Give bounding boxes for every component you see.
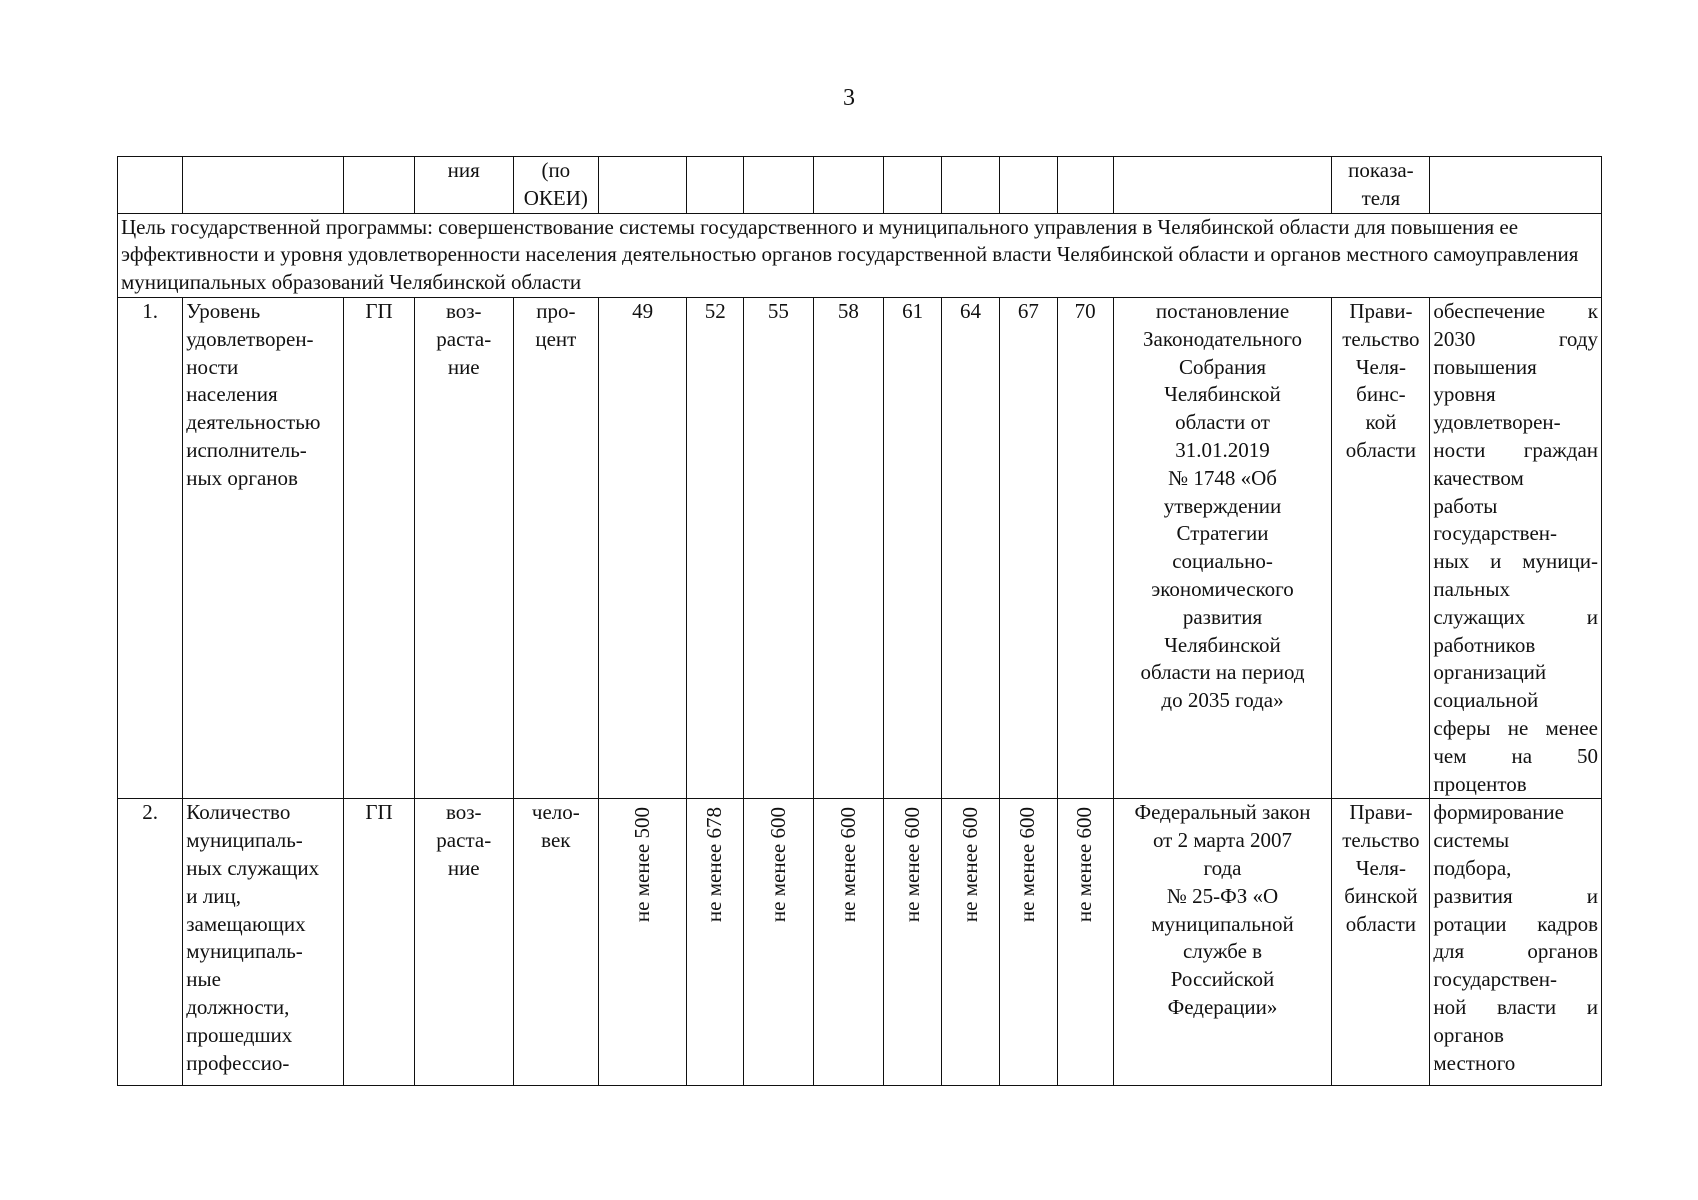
text-line: качеством: [1433, 465, 1524, 490]
text-line: сферы не менее: [1433, 715, 1598, 740]
value-cell: [884, 799, 942, 1086]
text-line: цент: [535, 326, 577, 351]
value-text: не менее 678: [702, 807, 727, 923]
text-line: Российской: [1170, 967, 1275, 992]
value-text: не менее 600: [835, 807, 860, 923]
value-cell: [999, 799, 1057, 1086]
text-line: профессио-: [186, 1050, 290, 1075]
expected-result: [1430, 297, 1602, 798]
value-cell: 64: [942, 297, 1000, 798]
indicator-unit: [513, 799, 598, 1086]
text-line: век: [541, 828, 571, 853]
header-cell-responsible: показа-теля: [1332, 157, 1430, 214]
text-line: исполнитель-: [186, 437, 307, 462]
text-line: ности граждан: [1433, 437, 1598, 462]
value-text: не менее 500: [629, 807, 654, 923]
value-cell: 55: [744, 297, 813, 798]
value-cell: 58: [813, 297, 884, 798]
text-line: социально-: [1172, 549, 1273, 574]
text-line: Челябинской: [1164, 632, 1281, 657]
text-line: области: [1345, 911, 1416, 936]
text-line: развития: [1182, 604, 1263, 629]
text-line: ных органов: [186, 465, 298, 490]
text-line: чело-: [531, 800, 580, 825]
row-number: 2.: [118, 799, 183, 1086]
text-line: для органов: [1433, 939, 1598, 964]
value-text: не менее 600: [899, 807, 924, 923]
value-cell: 70: [1057, 297, 1113, 798]
indicators-table: [117, 156, 1602, 1086]
text-line: утверждении: [1163, 493, 1282, 518]
text-line: кой: [1365, 410, 1397, 435]
row-number: 1.: [118, 297, 183, 798]
text-line: процентов: [1433, 771, 1527, 796]
text-line: чем на 50: [1433, 743, 1598, 768]
text-line: 2030 году: [1433, 326, 1598, 351]
text-line: Федерации»: [1167, 994, 1278, 1019]
text-line: муниципаль-: [186, 939, 303, 964]
value-cell: 49: [598, 297, 686, 798]
program-goal-text: Цель государственной программы: совершенствование системы государственного и муниципального управления в Челябинской области для повышения ее эффективности и уровня удовлетворенности населения деятельностью органов государственной власти Челябинской области и органов местного самоуправления муниципальных образований Челябинской области: [118, 213, 1602, 297]
text-line: от 2 марта 2007: [1152, 828, 1293, 853]
header-cell-direction: ния: [414, 157, 513, 214]
indicator-direction: [414, 799, 513, 1086]
text-line: замещающих: [186, 911, 306, 936]
text-line: прошедших: [186, 1022, 293, 1047]
text-line: удовлетворен-: [186, 326, 314, 351]
text-line: раста-: [436, 828, 492, 853]
text-line: Количество: [186, 800, 291, 825]
text-line: органов: [1433, 1022, 1504, 1047]
text-line: Прави-: [1349, 298, 1413, 323]
text-line: Челя-: [1355, 855, 1406, 880]
legal-document: [1113, 297, 1332, 798]
text-line: № 1748 «Об: [1168, 465, 1277, 490]
indicator-direction: [414, 297, 513, 798]
text-line: службе в: [1182, 939, 1263, 964]
text-line: удовлетворен-: [1433, 410, 1561, 435]
table-row: [118, 799, 1602, 1086]
text-line: Стратегии: [1176, 521, 1269, 546]
indicator-name: [183, 297, 344, 798]
indicator-name: [183, 799, 344, 1086]
value-cell: [1057, 799, 1113, 1086]
page-number: 3: [843, 85, 855, 111]
value-text: не менее 600: [1072, 807, 1097, 923]
text-line: Челябинской: [1164, 382, 1281, 407]
text-line: организаций: [1433, 660, 1547, 685]
header-continuation-row: [118, 157, 1602, 214]
text-line: ние: [447, 855, 480, 880]
text-line: постановление: [1155, 298, 1290, 323]
text-line: Прави-: [1349, 800, 1413, 825]
text-line: государствен-: [1433, 521, 1558, 546]
text-line: ной власти и: [1433, 994, 1598, 1019]
legal-document: [1113, 799, 1332, 1086]
indicator-type: ГП: [344, 799, 415, 1086]
text-line: области на период: [1140, 660, 1305, 685]
text-line: должности,: [186, 994, 290, 1019]
value-cell: [598, 799, 686, 1086]
text-line: работников: [1433, 632, 1536, 657]
text-line: ние: [447, 354, 480, 379]
indicator-unit: [513, 297, 598, 798]
text-line: пальных: [1433, 576, 1510, 601]
text-line: Федеральный закон: [1134, 800, 1311, 825]
value-cell: [813, 799, 884, 1086]
text-line: ности: [186, 354, 239, 379]
text-line: экономического: [1151, 576, 1294, 601]
value-cell: [942, 799, 1000, 1086]
text-line: муниципаль-: [186, 828, 303, 853]
text-line: Челя-: [1355, 354, 1406, 379]
value-cell: [687, 799, 744, 1086]
text-line: бинской: [1344, 883, 1418, 908]
header-cell-unit: (по ОКЕИ): [513, 157, 598, 214]
text-line: подбора,: [1433, 855, 1512, 880]
text-line: ных и муници-: [1433, 549, 1598, 574]
text-line: системы: [1433, 828, 1510, 853]
text-line: государствен-: [1433, 967, 1558, 992]
table-row: [118, 297, 1602, 798]
indicator-type: ГП: [344, 297, 415, 798]
text-line: области: [1345, 437, 1416, 462]
text-line: служащих и: [1433, 604, 1598, 629]
value-cell: 52: [687, 297, 744, 798]
text-line: ротации кадров: [1433, 911, 1598, 936]
text-line: формирование: [1433, 800, 1564, 825]
text-line: воз-: [445, 298, 482, 323]
text-line: Собрания: [1178, 354, 1267, 379]
text-line: населения: [186, 382, 278, 407]
text-line: ных служащих: [186, 855, 320, 880]
value-text: не менее 600: [765, 807, 790, 923]
text-line: бинс-: [1356, 382, 1406, 407]
goal-row: [118, 213, 1602, 297]
text-line: развития и: [1433, 883, 1598, 908]
text-line: муниципальной: [1151, 911, 1294, 936]
responsible-body: [1332, 297, 1430, 798]
text-line: раста-: [436, 326, 492, 351]
value-text: не менее 600: [957, 807, 982, 923]
text-line: социальной: [1433, 688, 1539, 713]
text-line: уровня: [1433, 382, 1496, 407]
expected-result: [1430, 799, 1602, 1086]
value-cell: [744, 799, 813, 1086]
text-line: повышения: [1433, 354, 1537, 379]
text-line: обеспечение к: [1433, 298, 1598, 323]
text-line: до 2035 года»: [1161, 688, 1284, 713]
text-line: тельство: [1342, 326, 1420, 351]
text-line: про-: [536, 298, 576, 323]
responsible-body: [1332, 799, 1430, 1086]
text-line: работы: [1433, 493, 1498, 518]
text-line: № 25-ФЗ «О: [1166, 883, 1279, 908]
text-line: года: [1203, 855, 1242, 880]
text-line: Уровень: [186, 298, 261, 323]
text-line: 31.01.2019: [1175, 437, 1270, 462]
value-text: не менее 600: [1015, 807, 1040, 923]
text-line: области от: [1175, 410, 1270, 435]
text-line: воз-: [445, 800, 482, 825]
text-line: местного: [1433, 1050, 1516, 1075]
value-cell: 61: [884, 297, 942, 798]
text-line: ные: [186, 967, 221, 992]
text-line: тельство: [1342, 828, 1420, 853]
text-line: Законодательного: [1143, 326, 1302, 351]
text-line: деятельностью: [186, 410, 321, 435]
value-cell: 67: [999, 297, 1057, 798]
text-line: и лиц,: [186, 883, 241, 908]
